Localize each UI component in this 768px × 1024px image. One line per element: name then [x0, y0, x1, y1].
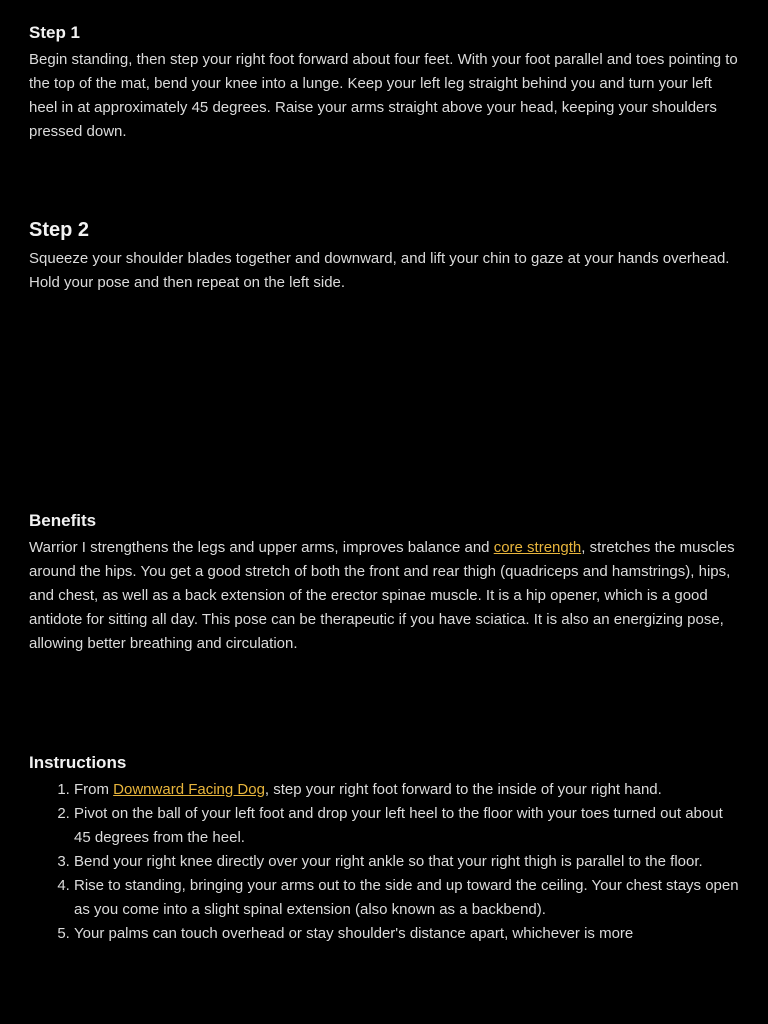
benefits-text-end: , stretches the muscles around the hips. You get a good stretch of both the front and rear thigh (quadriceps and hamstrings), hips, and chest, as well as a back extension of the erector spinae muscle. It is a hip opener, which is a good antidote for sitting all day. This pose can be therapeutic if you have sciatica. It is also an energizing pose, allowing better breathing and circulation. — [29, 539, 735, 652]
benefits-section — [29, 510, 741, 656]
instruction-item-1 — [74, 778, 741, 802]
step-2-heading: Step 2 — [29, 219, 90, 241]
benefits-text — [29, 536, 741, 656]
instructions-section — [29, 752, 741, 946]
instruction-item-3: 3. Bend your right knee directly over your right ankle so that your right thigh is parallel to the floor. — [74, 850, 741, 874]
step-2-section — [29, 217, 741, 295]
instruction-item-2: 2. Pivot on the ball of your left foot and drop your left heel to the floor with your toes turned out about 45 degrees from the heel. — [74, 802, 741, 850]
core-strength-link[interactable]: core strength — [493, 539, 582, 556]
step-1-text: Begin standing, then step your right foot forward about four feet. With your foot parallel and toes pointing to the top of the mat, bend your knee into a lunge. Keep your left leg straight behind you and turn your left heel in at approximately 45 degrees. Raise your arms straight above your head, keeping your shoulders pressed down. — [29, 51, 738, 140]
step-1-section — [29, 22, 741, 144]
instruction-1-end: , step your right foot forward to the inside of your right hand. — [264, 781, 662, 798]
benefits-heading: Benefits — [29, 511, 97, 530]
instructions-list — [29, 778, 741, 946]
instruction-item-4: 4. Rise to standing, bringing your arms out to the side and up toward the ceiling. Your chest stays open as you come into a slight spinal extension (also known as a backbend). — [74, 874, 741, 922]
instruction-1-start: From — [74, 781, 114, 798]
downward-facing-dog-link[interactable]: Downward Facing Dog — [113, 781, 265, 798]
instruction-item-5: 5. Your palms can touch overhead or stay shoulder's distance apart, whichever is more — [74, 922, 741, 946]
step-2-text: Squeeze your shoulder blades together and downward, and lift your chin to gaze at your hands overhead. Hold your pose and then repeat on the left side. — [29, 250, 730, 291]
benefits-text-start: Warrior I strengthens the legs and upper arms, improves balance and — [29, 539, 494, 556]
instructions-heading: Instructions — [29, 753, 127, 772]
step-1-heading: Step 1 — [29, 23, 81, 42]
